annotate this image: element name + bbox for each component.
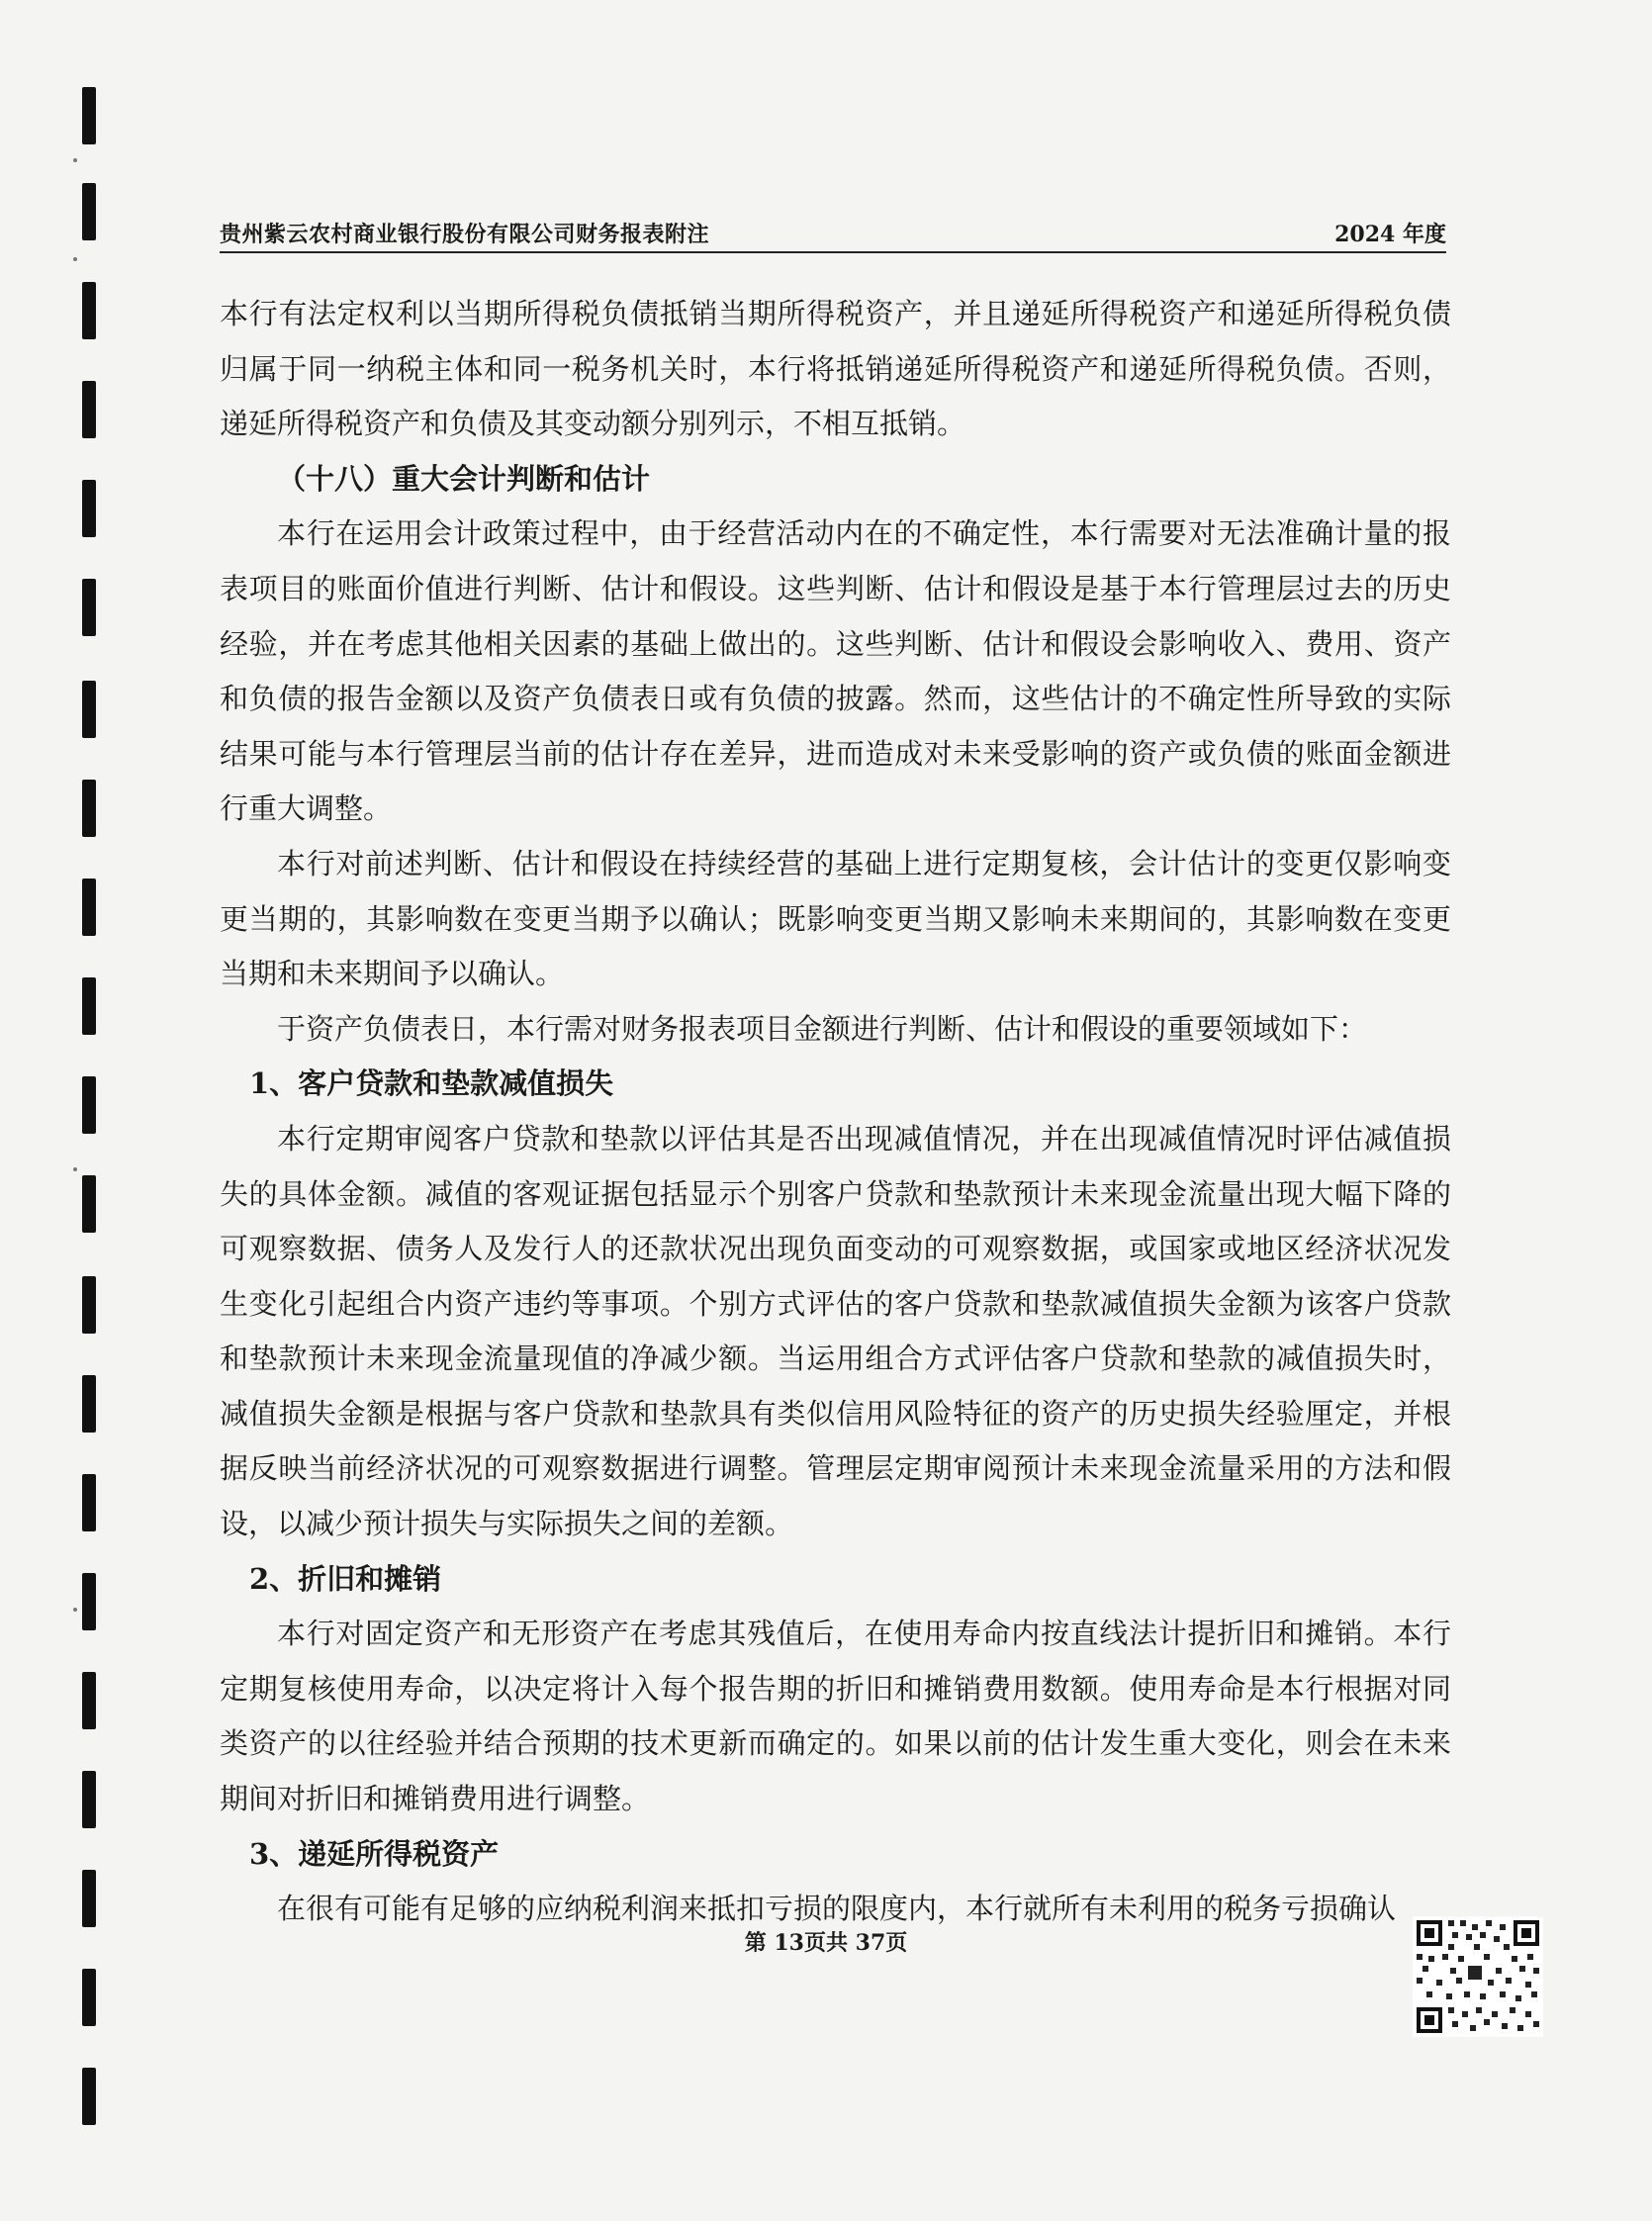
binding-bar: [82, 1573, 96, 1630]
paragraph: 本行对固定资产和无形资产在考虑其残值后，在使用寿命内按直线法计提折旧和摊销。本行定期复核使用寿命，以决定将计入每个报告期的折旧和摊销费用数额。使用寿命是本行根据对同类资产的以往经验并结合预期的技术更新而确定的。如果以前的估计发生重大变化，则会在未来期间对折旧和摊销费用进行调整。: [220, 1617, 1451, 1816]
paragraph: 本行有法定权利以当期所得税负债抵销当期所得税资产，并且递延所得税资产和递延所得税负债归属于同一纳税主体和同一税务机关时，本行将抵销递延所得税资产和递延所得税负债。否则，递延所得税资产和负债及其变动额分别列示，不相互抵销。: [220, 297, 1451, 441]
binding-bar: [82, 1175, 96, 1233]
binding-bar: [82, 1276, 96, 1334]
paragraph: 本行在运用会计政策过程中，由于经营活动内在的不确定性，本行需要对无法准确计量的报表项目的账面价值进行判断、估计和假设。这些判断、估计和假设是基于本行管理层过去的历史经验，并在考虑其他相关因素的基础上做出的。这些判断、估计和假设会影响收入、费用、资产和负债的报告金额以及资产负债表日或有负债的披露。然而，这些估计的不确定性所导致的实际结果可能与本行管理层当前的估计存在差异，进而造成对未来受影响的资产或负债的账面金额进行重大调整。: [220, 516, 1451, 826]
binding-bar: [82, 1672, 96, 1729]
binding-bar: [82, 780, 96, 837]
binding-bar: [82, 1870, 96, 1927]
paragraph: 本行定期审阅客户贷款和垫款以评估其是否出现减值情况，并在出现减值情况时评估减值损失的具体金额。减值的客观证据包括显示个别客户贷款和垫款预计未来现金流量出现大幅下降的可观察数据、债务人及发行人的还款状况出现负面变动的可观察数据，或国家或地区经济状况发生变化引起组合内资产违约等事项。个别方式评估的客户贷款和垫款减值损失金额为该客户贷款和垫款预计未来现金流量现值的净减少额。当运用组合方式评估客户贷款和垫款的减值损失时，减值损失金额是根据与客户贷款和垫款具有类似信用风险特征的资产的历史损失经验厘定，并根据反映当前经济状况的可观察数据进行调整。管理层定期审阅预计未来现金流量采用的方法和假设，以减少预计损失与实际损失之间的差额。: [220, 1121, 1451, 1541]
binding-bar: [82, 282, 96, 339]
page-number: 第 13页共 37页: [744, 1930, 908, 1956]
paragraph: 于资产负债表日，本行需对财务报表项目金额进行判断、估计和假设的重要领域如下：: [277, 1011, 1368, 1046]
binding-bar: [82, 1076, 96, 1134]
paragraph: 本行对前述判断、估计和假设在持续经营的基础上进行定期复核，会计估计的变更仅影响变更当期的，其影响数在变更当期予以确认；既影响变更当期又影响未来期间的，其影响数在变更当期和未来期间予以确认。: [220, 846, 1451, 991]
page-header: [220, 216, 1446, 253]
header-year: 2024 年度: [1334, 222, 1446, 247]
section-heading: （十八）重大会计判断和估计: [277, 461, 651, 496]
binding-bar: [82, 579, 96, 636]
binding-bar: [82, 1474, 96, 1531]
binding-bar: [82, 1969, 96, 2026]
binding-bar: [82, 1375, 96, 1433]
binding-bar: [82, 977, 96, 1035]
binding-bar: [82, 87, 96, 144]
binding-bar: [82, 183, 96, 240]
binding-bar: [82, 2068, 96, 2125]
binding-dot: [73, 1608, 77, 1612]
binding-dot: [73, 1167, 77, 1171]
binding-bar: [82, 1771, 96, 1828]
binding-dot: [73, 158, 77, 162]
subsection-heading: 3、递延所得税资产: [249, 1836, 500, 1871]
binding-bar: [82, 879, 96, 936]
binding-dot: [73, 257, 77, 261]
binding-bar: [82, 480, 96, 537]
qr-code-icon: [1413, 1916, 1543, 2037]
binding-bar: [82, 381, 96, 438]
binding-bar: [82, 681, 96, 738]
subsection-heading: 1、客户贷款和垫款减值损失: [249, 1066, 614, 1101]
header-title: 贵州紫云农村商业银行股份有限公司财务报表附注: [220, 222, 710, 247]
subsection-heading: 2、折旧和摊销: [249, 1561, 442, 1596]
document-body: [220, 287, 1451, 1937]
paragraph: 在很有可能有足够的应纳税利润来抵扣亏损的限度内，本行就所有未利用的税务亏损确认: [277, 1892, 1397, 1926]
